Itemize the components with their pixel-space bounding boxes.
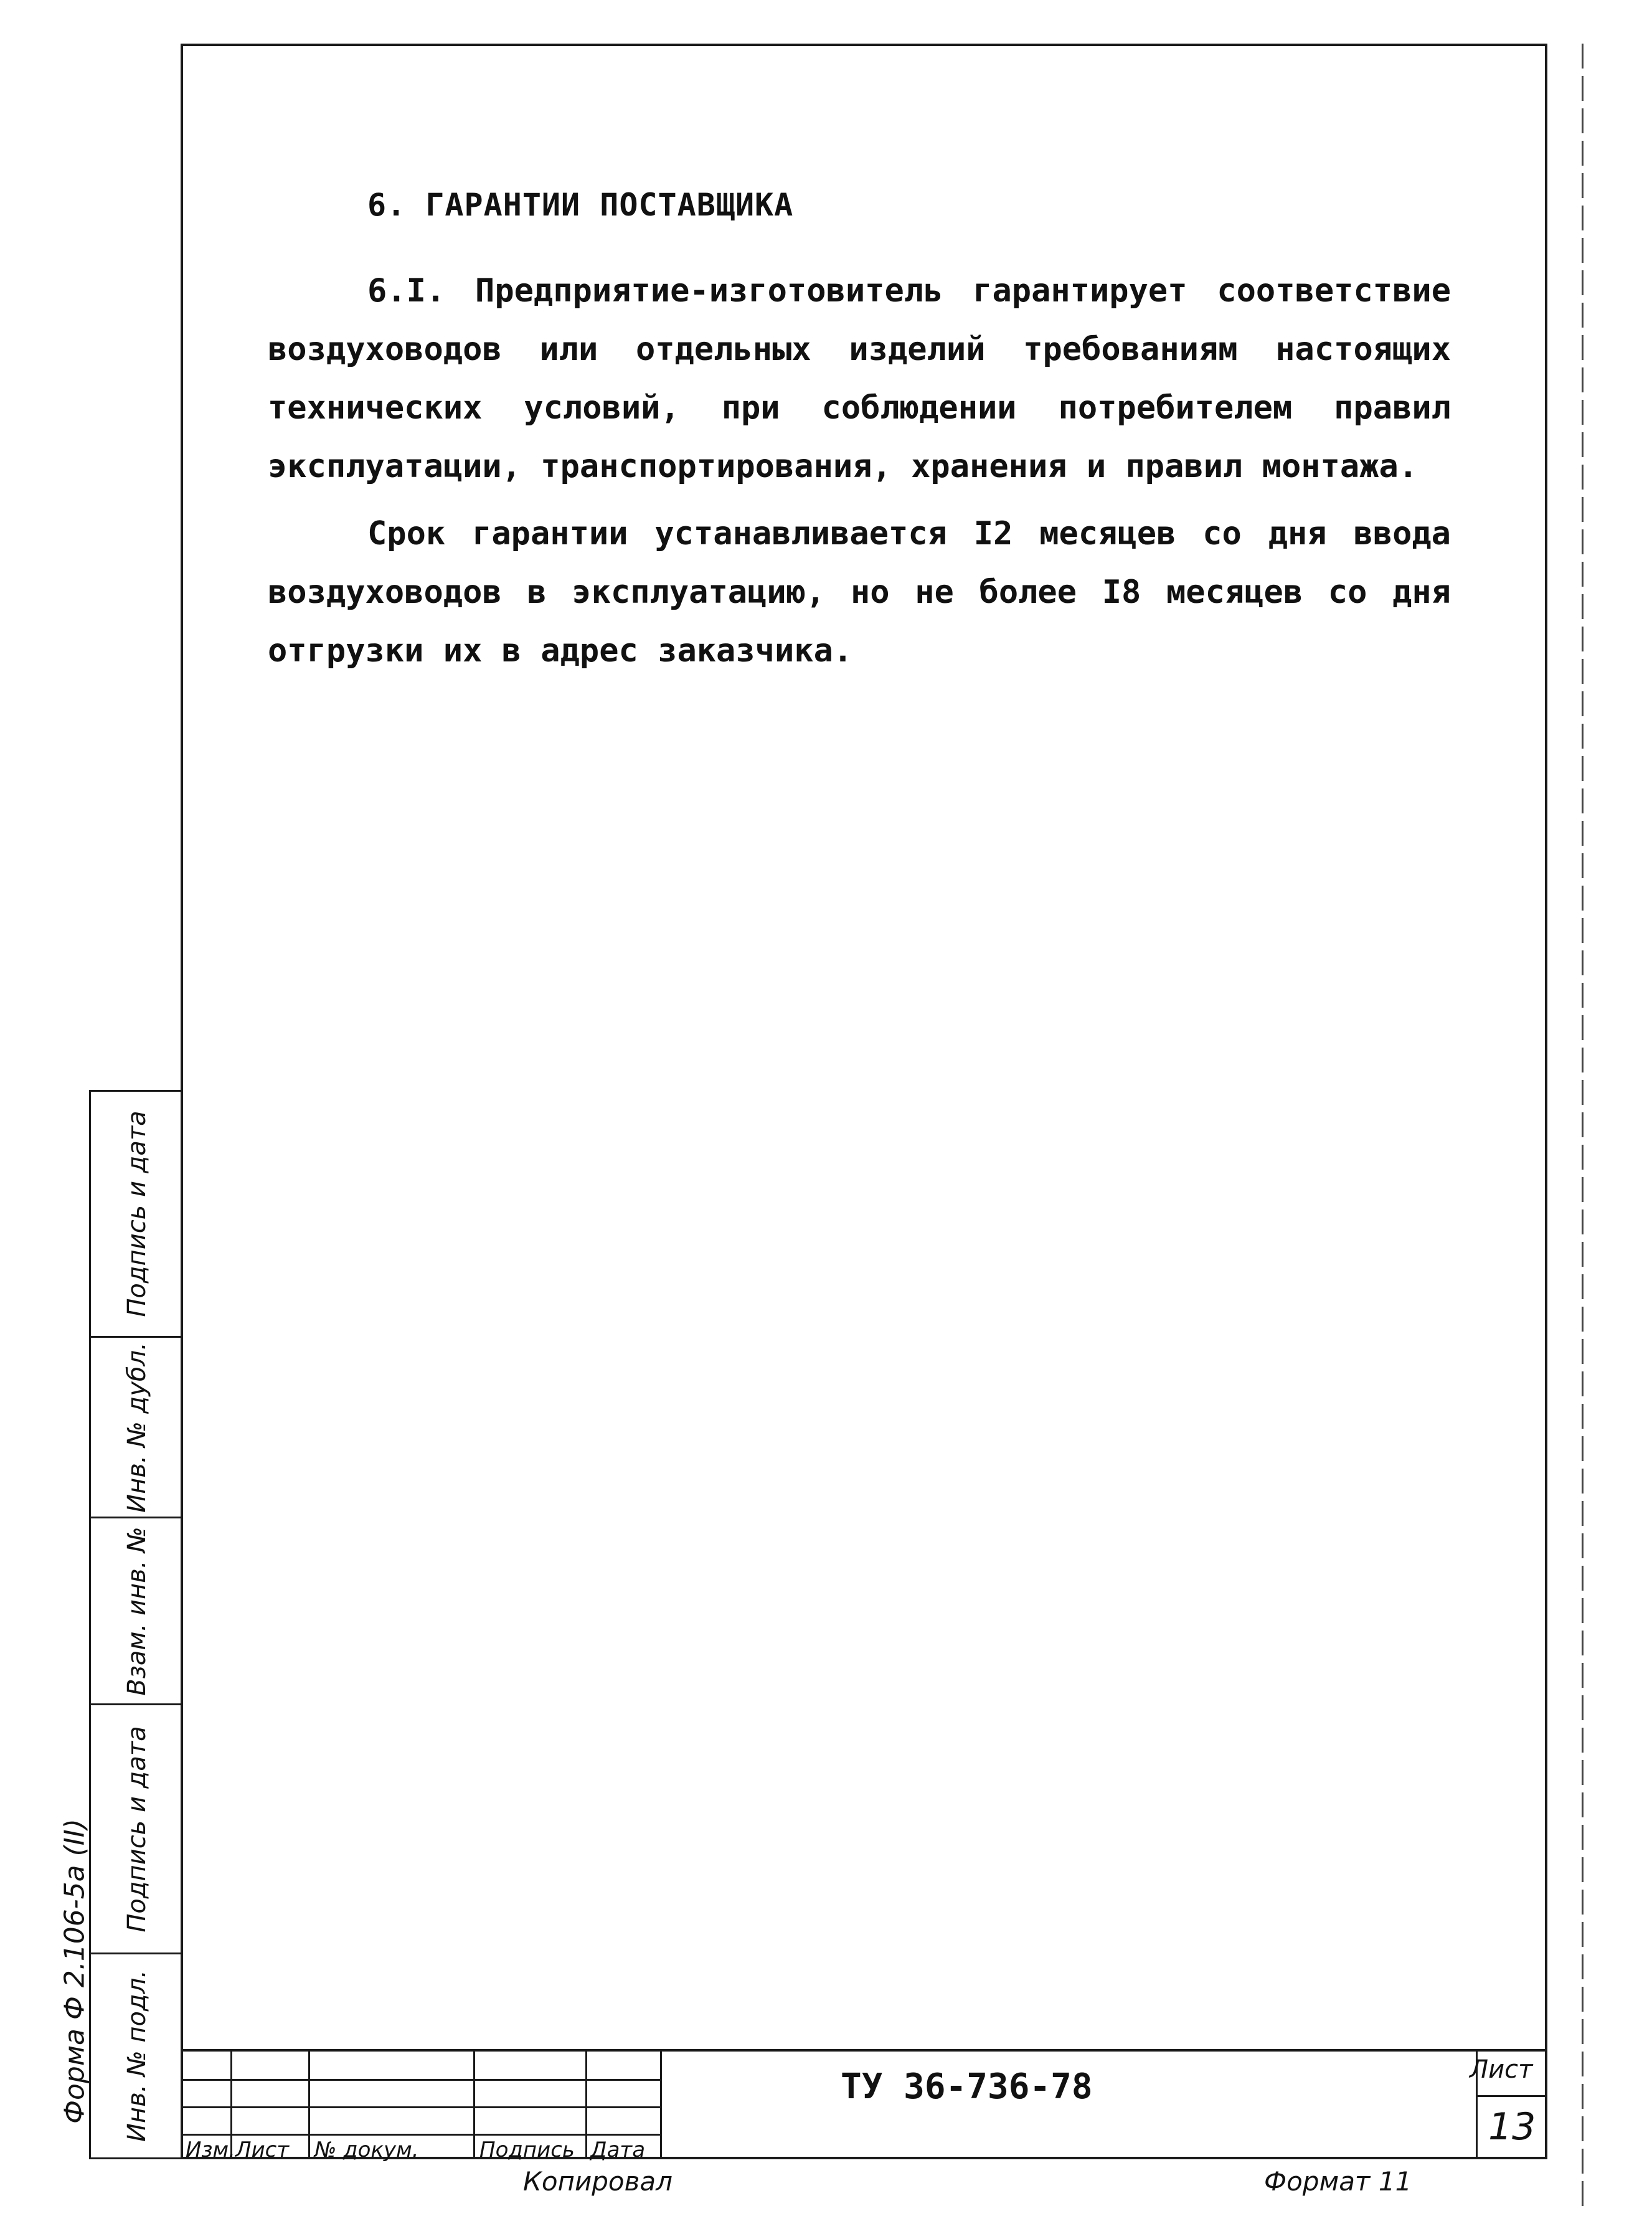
tb-divider: [660, 2052, 662, 2159]
side-cell-signature-date-1: Подпись и дата: [91, 1092, 182, 1338]
paragraph-warranty-compliance: 6.I. Предприятие-изготовитель гарантирует соответствие воздуховодов или отдельных изделий требованиям настоящих технических условий, при соблюдении потребителем правил эксплуатации, транспортирования, хранения и правил монтажа.: [268, 272, 1451, 485]
sheet-number: 13: [1488, 2105, 1536, 2149]
side-stamp: [89, 1090, 181, 2159]
section-heading: 6. ГАРАНТИИ ПОСТАВЩИКА: [367, 187, 794, 223]
tb-row-line: [181, 2106, 660, 2108]
sheet-edge-line: [1582, 44, 1584, 2211]
header-doc-number: № докум.: [314, 2137, 419, 2162]
side-cell-dup-inv: Инв. № дубл.: [91, 1338, 182, 1518]
document-code: ТУ 36-736-78: [841, 2066, 1093, 2107]
tb-divider: [308, 2052, 310, 2159]
side-cell-orig-inv: Инв. № подл.: [91, 1954, 182, 2159]
side-cell-signature-date-2: Подпись и дата: [91, 1705, 182, 1954]
form-label: Форма Ф 2.106-5а (II): [59, 1819, 91, 2124]
copied-label: Копировал: [523, 2166, 673, 2197]
header-change: Изм.: [186, 2137, 235, 2162]
header-signature: Подпись: [479, 2137, 575, 2162]
tb-row-line: [181, 2079, 660, 2081]
header-date: Дата: [590, 2137, 646, 2162]
tb-row-line: [1476, 2095, 1547, 2097]
tb-divider: [473, 2052, 475, 2159]
paragraph-warranty-period: Срок гарантии устанавливается I2 месяцев со дня ввода воздуховодов в эксплуатацию, но не более I8 месяцев со дня отгрузки их в адрес заказчика.: [268, 515, 1451, 670]
tb-divider: [585, 2052, 587, 2159]
sheet-label: Лист: [1470, 2055, 1533, 2084]
tb-row-line: [181, 2134, 660, 2136]
side-cell-replace-inv: Взам. инв. №: [91, 1518, 182, 1705]
header-sheet: Лист: [235, 2137, 290, 2162]
format-label: Формат 11: [1264, 2166, 1412, 2197]
